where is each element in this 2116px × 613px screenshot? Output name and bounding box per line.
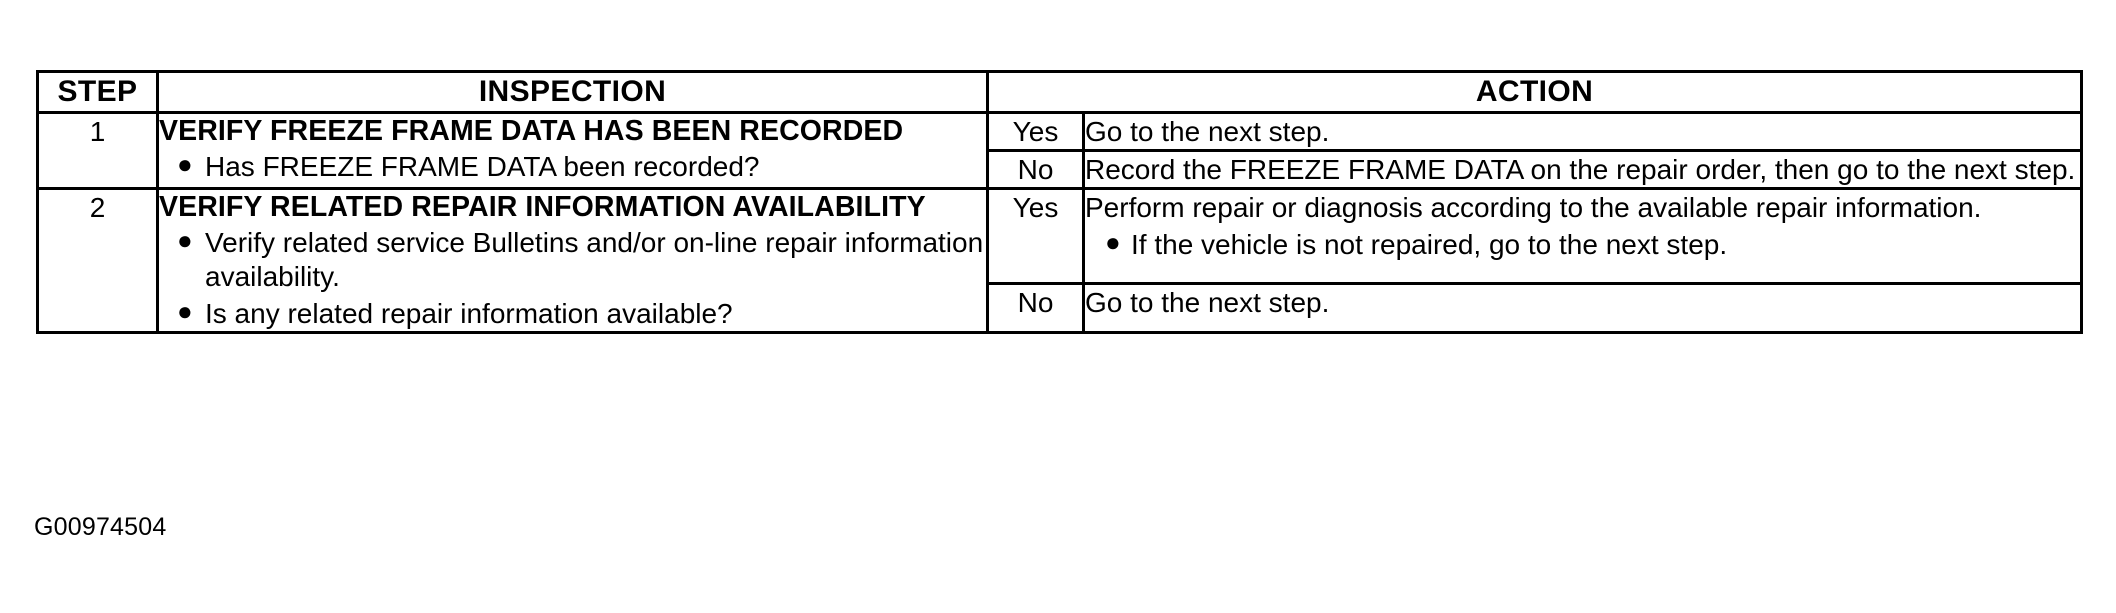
list-item-label: If the vehicle is not repaired, go to the next step. xyxy=(1131,228,1728,260)
result-yes: Yes xyxy=(988,188,1084,284)
bullet-icon: ● xyxy=(177,225,193,256)
figure-identifier: G00974504 xyxy=(34,513,167,541)
step-number: 1 xyxy=(38,112,158,188)
inspection-bullet-list xyxy=(159,226,986,330)
table-row xyxy=(38,112,2082,150)
bullet-icon: ● xyxy=(177,295,193,326)
step-number: 2 xyxy=(38,188,158,332)
table-row xyxy=(38,188,2082,284)
list-item xyxy=(159,297,986,331)
table-header-row xyxy=(38,72,2082,113)
list-item xyxy=(159,226,986,294)
inspection-cell xyxy=(158,188,988,332)
column-header-step: STEP xyxy=(38,72,158,113)
result-yes: Yes xyxy=(988,112,1084,150)
inspection-title: VERIFY RELATED REPAIR INFORMATION AVAILABILITY xyxy=(159,190,926,223)
action-text: Go to the next step. xyxy=(1085,115,1330,147)
action-text: Go to the next step. xyxy=(1085,287,1330,319)
action-bullet-list xyxy=(1085,227,2080,262)
bullet-icon: ● xyxy=(177,149,193,180)
action-cell xyxy=(1084,284,2082,333)
inspection-cell xyxy=(158,112,988,188)
list-item xyxy=(1085,227,2080,262)
list-item-label: Has FREEZE FRAME DATA been recorded? xyxy=(205,151,760,183)
bullet-icon: ● xyxy=(1105,226,1121,257)
action-text: Record the FREEZE FRAME DATA on the repair order, then go to the next step. xyxy=(1085,153,2076,185)
column-header-inspection: INSPECTION xyxy=(158,72,988,113)
result-no: No xyxy=(988,150,1084,188)
list-item-label: Is any related repair information available? xyxy=(205,297,733,329)
action-cell xyxy=(1084,188,2082,284)
list-item xyxy=(159,150,986,184)
action-cell xyxy=(1084,112,2082,150)
list-item-label: Verify related service Bulletins and/or on-line repair information availability. xyxy=(205,227,984,293)
column-header-action: ACTION xyxy=(988,72,2082,113)
result-no: No xyxy=(988,284,1084,333)
action-text: Perform repair or diagnosis according to the available repair information. xyxy=(1085,191,1982,223)
diagnostic-procedure-table xyxy=(36,70,2083,334)
inspection-bullet-list xyxy=(159,150,986,184)
action-cell xyxy=(1084,150,2082,188)
inspection-title: VERIFY FREEZE FRAME DATA HAS BEEN RECORDED xyxy=(159,114,904,147)
